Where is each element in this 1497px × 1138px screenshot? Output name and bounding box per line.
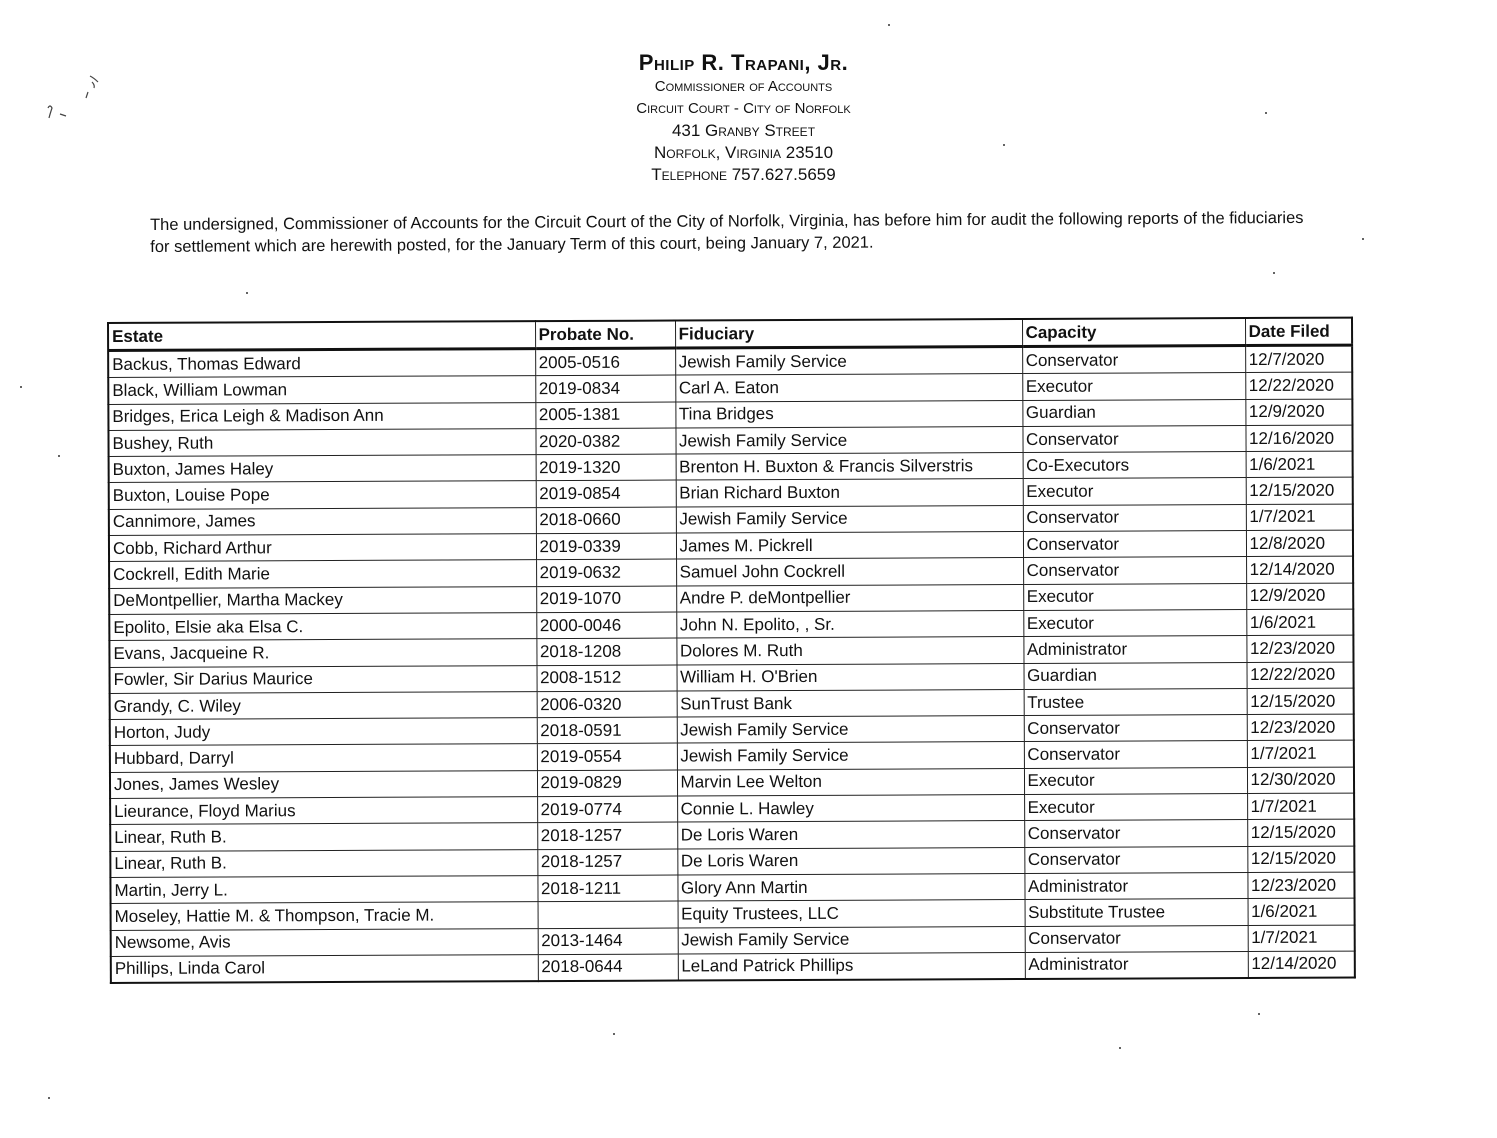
cell-date-filed: 12/15/2020 [1247, 819, 1354, 846]
cell-fiduciary: Jewish Family Service [677, 742, 1024, 770]
cell-capacity: Conservator [1023, 504, 1246, 531]
cell-date-filed: 12/23/2020 [1246, 635, 1353, 662]
cell-capacity: Executor [1024, 794, 1247, 821]
cell-date-filed: 12/15/2020 [1246, 478, 1353, 505]
cell-fiduciary: SunTrust Bank [677, 689, 1024, 717]
cell-date-filed: 12/8/2020 [1246, 530, 1353, 557]
scan-speck [20, 386, 22, 388]
cell-capacity: Conservator [1024, 820, 1247, 847]
cell-probate-no: 2019-0774 [537, 796, 677, 823]
cell-estate: Epolito, Elsie aka Elsa C. [109, 613, 536, 641]
cell-fiduciary: Tina Bridges [675, 400, 1022, 428]
scan-speck [1119, 1047, 1121, 1049]
telephone: Telephone 757.627.5659 [651, 165, 836, 184]
cell-date-filed: 1/7/2021 [1247, 741, 1354, 768]
cell-estate: Phillips, Linda Carol [111, 954, 538, 983]
court-name: Circuit Court - City of Norfolk [636, 100, 851, 117]
cell-capacity: Trustee [1024, 688, 1247, 715]
cell-probate-no: 2018-0660 [536, 507, 676, 534]
scan-speck [613, 1033, 615, 1035]
cell-estate: DeMontpellier, Martha Mackey [109, 586, 536, 614]
cell-capacity: Administrator [1023, 636, 1246, 663]
cell-estate: Black, William Lowman [108, 376, 535, 404]
cell-capacity: Substitute Trustee [1025, 899, 1248, 926]
cell-fiduciary: William H. O'Brien [677, 663, 1024, 691]
cell-probate-no: 2019-1070 [536, 586, 676, 613]
scan-speck [48, 1097, 50, 1099]
cell-date-filed: 1/7/2021 [1246, 504, 1353, 531]
cell-date-filed: 12/16/2020 [1245, 425, 1352, 452]
cell-capacity: Conservator [1024, 741, 1247, 768]
cell-capacity: Executor [1023, 610, 1246, 637]
cell-estate: Cobb, Richard Arthur [109, 534, 536, 562]
header-probate-no: Probate No. [535, 321, 675, 349]
cell-probate-no: 2019-0829 [537, 770, 677, 797]
cell-fiduciary: John N. Epolito, , Sr. [676, 610, 1023, 638]
commissioner-title: Commissioner of Accounts [654, 78, 833, 95]
cell-fiduciary: Jewish Family Service [675, 426, 1022, 454]
cell-estate: Bushey, Ruth [108, 429, 535, 457]
cell-date-filed: 12/22/2020 [1245, 372, 1352, 399]
cell-probate-no: 2018-0591 [537, 717, 677, 744]
cell-date-filed: 12/14/2020 [1246, 556, 1353, 583]
cell-probate-no: 2005-1381 [535, 402, 675, 429]
scan-speck [1273, 272, 1275, 274]
cell-fiduciary: Glory Ann Martin [677, 873, 1024, 901]
cell-capacity: Conservator [1024, 846, 1247, 873]
cell-probate-no: 2013-1464 [538, 928, 678, 955]
header-date-filed: Date Filed [1245, 318, 1352, 346]
cell-capacity: Executor [1023, 478, 1246, 505]
cell-fiduciary: LeLand Patrick Phillips [678, 952, 1025, 980]
cell-date-filed: 12/14/2020 [1248, 951, 1355, 978]
intro-paragraph: The undersigned, Commissioner of Accounts for the Circuit Court of the City of Norfolk, Virginia, has before him for audit the following reports of the fiduciaries for settlement which are herewith posted, for the January Term of this court, being January 7, 2021. [150, 208, 1304, 256]
cell-capacity: Conservator [1022, 425, 1245, 452]
table-body [108, 345, 1355, 983]
cell-capacity: Conservator [1022, 346, 1245, 374]
cell-probate-no: 2018-1211 [537, 875, 677, 902]
header-capacity: Capacity [1022, 318, 1245, 346]
cell-fiduciary: Jewish Family Service [677, 716, 1024, 744]
scan-speck [888, 24, 890, 26]
cell-probate-no: 2018-1257 [537, 849, 677, 876]
cell-fiduciary: Dolores M. Ruth [676, 637, 1023, 665]
scan-speck [246, 292, 248, 294]
header-fiduciary: Fiduciary [675, 319, 1022, 348]
table-row [111, 951, 1355, 983]
cell-probate-no: 2019-0854 [536, 481, 676, 508]
cell-fiduciary: Samuel John Cockrell [676, 558, 1023, 586]
cell-fiduciary: Carl A. Eaton [675, 374, 1022, 402]
cell-capacity: Co-Executors [1023, 452, 1246, 479]
cell-fiduciary: Equity Trustees, LLC [678, 900, 1025, 928]
cell-probate-no: 2006-0320 [537, 691, 677, 718]
cell-estate: Newsome, Avis [111, 928, 538, 956]
cell-estate: Lieurance, Floyd Marius [110, 797, 537, 825]
cell-probate-no: 2019-0339 [536, 533, 676, 560]
cell-probate-no: 2008-1512 [537, 665, 677, 692]
cell-capacity: Administrator [1024, 872, 1247, 899]
cell-capacity: Guardian [1023, 662, 1246, 689]
cell-date-filed: 12/15/2020 [1247, 846, 1354, 873]
cell-estate: Buxton, James Haley [109, 455, 536, 483]
cell-estate: Martin, Jerry L. [110, 876, 537, 904]
cell-capacity: Conservator [1023, 531, 1246, 558]
cell-fiduciary: Jewish Family Service [675, 347, 1022, 376]
cell-estate: Cockrell, Edith Marie [109, 560, 536, 588]
cell-capacity: Administrator [1025, 951, 1248, 979]
cell-fiduciary: Brenton H. Buxton & Francis Silverstris [676, 453, 1023, 481]
cell-estate: Moseley, Hattie M. & Thompson, Tracie M. [111, 902, 538, 930]
commissioner-name: Philip R. Trapani, Jr. [638, 50, 849, 75]
city-state-zip: Norfolk, Virginia 23510 [653, 143, 834, 162]
cell-fiduciary: De Loris Waren [677, 847, 1024, 875]
cell-fiduciary: Andre P. deMontpellier [676, 584, 1023, 612]
cell-estate: Cannimore, James [109, 507, 536, 535]
cell-date-filed: 1/6/2021 [1246, 609, 1353, 636]
cell-probate-no: 2020-0382 [535, 428, 675, 455]
header-estate: Estate [108, 321, 535, 350]
cell-probate-no: 2018-0644 [538, 954, 678, 981]
cell-capacity: Executor [1024, 767, 1247, 794]
cell-date-filed: 1/6/2021 [1248, 898, 1355, 925]
cell-estate: Buxton, Louise Pope [109, 481, 536, 509]
cell-capacity: Executor [1022, 373, 1245, 400]
cell-probate-no: 2005-0516 [535, 348, 675, 376]
cell-fiduciary: Connie L. Hawley [677, 795, 1024, 823]
cell-probate-no [538, 901, 678, 928]
letterhead [0, 50, 1497, 186]
scan-speck [1362, 238, 1364, 240]
cell-fiduciary: James M. Pickrell [676, 532, 1023, 560]
cell-date-filed: 1/7/2021 [1248, 925, 1355, 952]
cell-probate-no: 2018-1208 [536, 638, 676, 665]
cell-fiduciary: Jewish Family Service [676, 505, 1023, 533]
fiduciary-reports-table [107, 317, 1356, 985]
cell-date-filed: 12/9/2020 [1245, 399, 1352, 426]
cell-capacity: Executor [1023, 583, 1246, 610]
cell-probate-no: 2019-0632 [536, 559, 676, 586]
cell-estate: Backus, Thomas Edward [108, 349, 535, 378]
cell-date-filed: 12/9/2020 [1246, 583, 1353, 610]
cell-probate-no: 2000-0046 [536, 612, 676, 639]
cell-estate: Hubbard, Darryl [110, 744, 537, 772]
cell-date-filed: 1/6/2021 [1246, 451, 1353, 478]
fiduciary-reports-table-wrapper [107, 317, 1356, 985]
cell-date-filed: 12/23/2020 [1247, 714, 1354, 741]
cell-date-filed: 12/7/2020 [1245, 345, 1352, 373]
street-address: 431 Granby Street [671, 121, 816, 140]
cell-probate-no: 2019-1320 [536, 454, 676, 481]
cell-fiduciary: Brian Richard Buxton [676, 479, 1023, 507]
cell-probate-no: 2018-1257 [537, 822, 677, 849]
cell-capacity: Guardian [1022, 399, 1245, 426]
scan-speck [58, 455, 60, 457]
cell-estate: Jones, James Wesley [110, 770, 537, 798]
cell-estate: Linear, Ruth B. [110, 849, 537, 877]
cell-fiduciary: De Loris Waren [677, 821, 1024, 849]
cell-estate: Grandy, C. Wiley [110, 691, 537, 719]
cell-capacity: Conservator [1025, 925, 1248, 952]
cell-date-filed: 12/30/2020 [1247, 767, 1354, 794]
cell-date-filed: 12/23/2020 [1247, 872, 1354, 899]
cell-estate: Horton, Judy [110, 718, 537, 746]
scan-speck [1258, 1013, 1260, 1015]
cell-capacity: Conservator [1023, 557, 1246, 584]
cell-estate: Evans, Jacqueine R. [109, 639, 536, 667]
cell-probate-no: 2019-0834 [535, 375, 675, 402]
cell-probate-no: 2019-0554 [537, 743, 677, 770]
cell-fiduciary: Marvin Lee Welton [677, 768, 1024, 796]
cell-date-filed: 12/22/2020 [1246, 662, 1353, 689]
cell-fiduciary: Jewish Family Service [678, 926, 1025, 954]
cell-estate: Fowler, Sir Darius Maurice [110, 665, 537, 693]
cell-date-filed: 12/15/2020 [1247, 688, 1354, 715]
cell-capacity: Conservator [1024, 715, 1247, 742]
cell-date-filed: 1/7/2021 [1247, 793, 1354, 820]
cell-estate: Bridges, Erica Leigh & Madison Ann [108, 402, 535, 430]
cell-estate: Linear, Ruth B. [110, 823, 537, 851]
